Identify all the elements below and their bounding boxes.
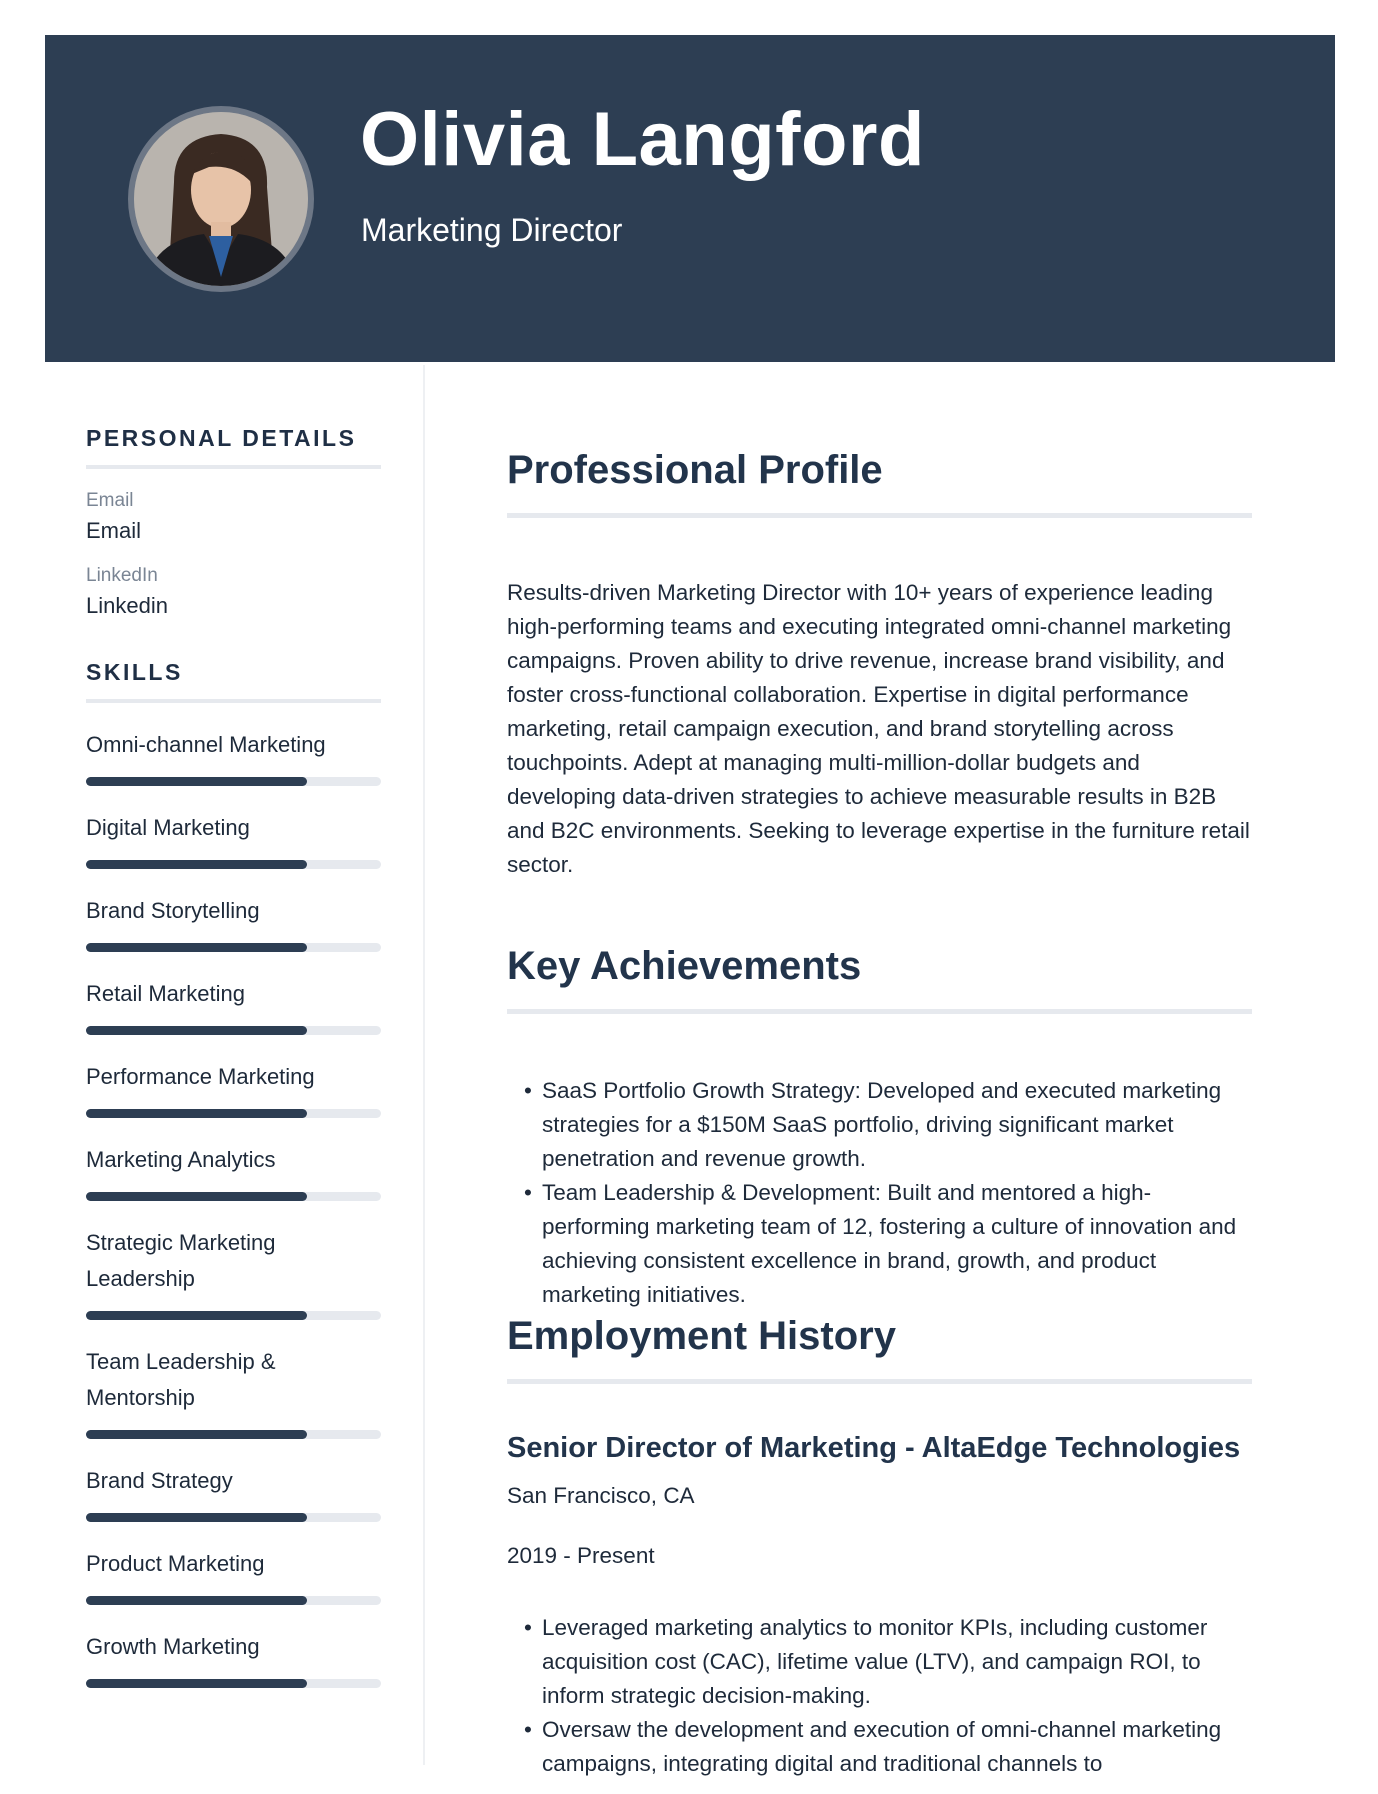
skill-level-fill bbox=[86, 1596, 307, 1605]
skill-level-fill bbox=[86, 1430, 307, 1439]
skill-level-bar bbox=[86, 1679, 381, 1688]
job-bullet: • Leveraged marketing analytics to monitor KPIs, including customer acquisition cost (CAC), lifetime value (LTV), and campaign ROI, to inform strategic decision-making. bbox=[507, 1611, 1252, 1713]
skill-level-bar bbox=[86, 943, 381, 952]
skill-item bbox=[86, 976, 381, 1035]
detail-linkedin bbox=[86, 565, 381, 619]
main-content bbox=[507, 448, 1252, 1781]
skill-name: Product Marketing bbox=[86, 1551, 265, 1576]
job-location: San Francisco, CA bbox=[507, 1483, 695, 1508]
skill-name: Team Leadership & Mentorship bbox=[86, 1349, 276, 1410]
skill-item bbox=[86, 810, 381, 869]
candidate-title: Marketing Director bbox=[361, 212, 623, 248]
skill-level-bar bbox=[86, 1311, 381, 1320]
achievement-item: • SaaS Portfolio Growth Strategy: Developed and executed marketing strategies for a $150M SaaS portfolio, driving significant market penetration and revenue growth. bbox=[507, 1074, 1252, 1176]
skill-name: Retail Marketing bbox=[86, 981, 245, 1006]
skill-name: Growth Marketing bbox=[86, 1634, 260, 1659]
achievement-item: • Team Leadership & Development: Built and mentored a high-performing marketing team of 12, fostering a culture of innovation and achieving consistent excellence in brand, growth, and product marketing initiatives. bbox=[507, 1176, 1252, 1312]
skill-level-fill bbox=[86, 943, 307, 952]
employment-title: Employment History bbox=[507, 1314, 1252, 1384]
skill-name: Strategic Marketing Leadership bbox=[86, 1230, 276, 1291]
skill-item bbox=[86, 1546, 381, 1605]
skill-item bbox=[86, 1142, 381, 1201]
skill-level-fill bbox=[86, 1513, 307, 1522]
skills-heading: SKILLS bbox=[86, 659, 381, 703]
job-dates: 2019 - Present bbox=[507, 1543, 655, 1568]
achievements-title: Key Achievements bbox=[507, 944, 1252, 1014]
skill-level-bar bbox=[86, 1596, 381, 1605]
candidate-name: Olivia Langford bbox=[360, 97, 925, 182]
skill-item bbox=[86, 1463, 381, 1522]
detail-email bbox=[86, 490, 381, 544]
skill-item bbox=[86, 1059, 381, 1118]
skill-level-bar bbox=[86, 1026, 381, 1035]
detail-label: LinkedIn bbox=[86, 565, 158, 586]
skills-list bbox=[86, 727, 381, 1688]
skill-item bbox=[86, 1629, 381, 1688]
skill-level-bar bbox=[86, 1192, 381, 1201]
skill-level-fill bbox=[86, 1109, 307, 1118]
skill-item bbox=[86, 727, 381, 786]
sidebar bbox=[86, 425, 381, 1688]
column-divider bbox=[423, 365, 425, 1765]
skill-level-fill bbox=[86, 777, 307, 786]
skill-level-fill bbox=[86, 1311, 307, 1320]
skill-level-fill bbox=[86, 1026, 307, 1035]
skill-name: Performance Marketing bbox=[86, 1064, 315, 1089]
detail-value: Linkedin bbox=[86, 593, 168, 618]
skill-level-bar bbox=[86, 860, 381, 869]
skill-level-bar bbox=[86, 1109, 381, 1118]
skill-item bbox=[86, 1225, 381, 1320]
skill-level-fill bbox=[86, 1192, 307, 1201]
profile-text: Results-driven Marketing Director with 10+ years of experience leading high-performing teams and executing integrated omni-channel marketing campaigns. Proven ability to drive revenue, increase brand visibility, and foster cross-functional collaboration. Expertise in digital performance marketing, retail campaign execution, and brand storytelling across touchpoints. Adept at managing multi-million-dollar budgets and developing data-driven strategies to achieve measurable results in B2B and B2C environments. Seeking to leverage expertise in the furniture retail sector. bbox=[507, 580, 1250, 877]
job-bullets bbox=[507, 1611, 1252, 1781]
detail-label: Email bbox=[86, 490, 134, 511]
job-bullet: • Oversaw the development and execution of omni-channel marketing campaigns, integrating digital and traditional channels to bbox=[507, 1713, 1252, 1781]
skill-level-fill bbox=[86, 1679, 307, 1688]
achievements-list bbox=[507, 1074, 1252, 1312]
detail-value: Email bbox=[86, 518, 142, 543]
skill-name: Brand Storytelling bbox=[86, 898, 260, 923]
skill-level-bar bbox=[86, 1513, 381, 1522]
skill-name: Brand Strategy bbox=[86, 1468, 233, 1493]
skill-item bbox=[86, 893, 381, 952]
skill-level-fill bbox=[86, 860, 307, 869]
profile-photo bbox=[128, 106, 314, 292]
skill-level-bar bbox=[86, 777, 381, 786]
job-heading: Senior Director of Marketing - AltaEdge Technologies bbox=[507, 1432, 1241, 1464]
skill-name: Digital Marketing bbox=[86, 815, 250, 840]
profile-title: Professional Profile bbox=[507, 448, 1252, 518]
skill-level-bar bbox=[86, 1430, 381, 1439]
personal-details-heading: PERSONAL DETAILS bbox=[86, 425, 381, 469]
skill-item bbox=[86, 1344, 381, 1439]
skill-name: Marketing Analytics bbox=[86, 1147, 276, 1172]
skill-name: Omni-channel Marketing bbox=[86, 732, 326, 757]
